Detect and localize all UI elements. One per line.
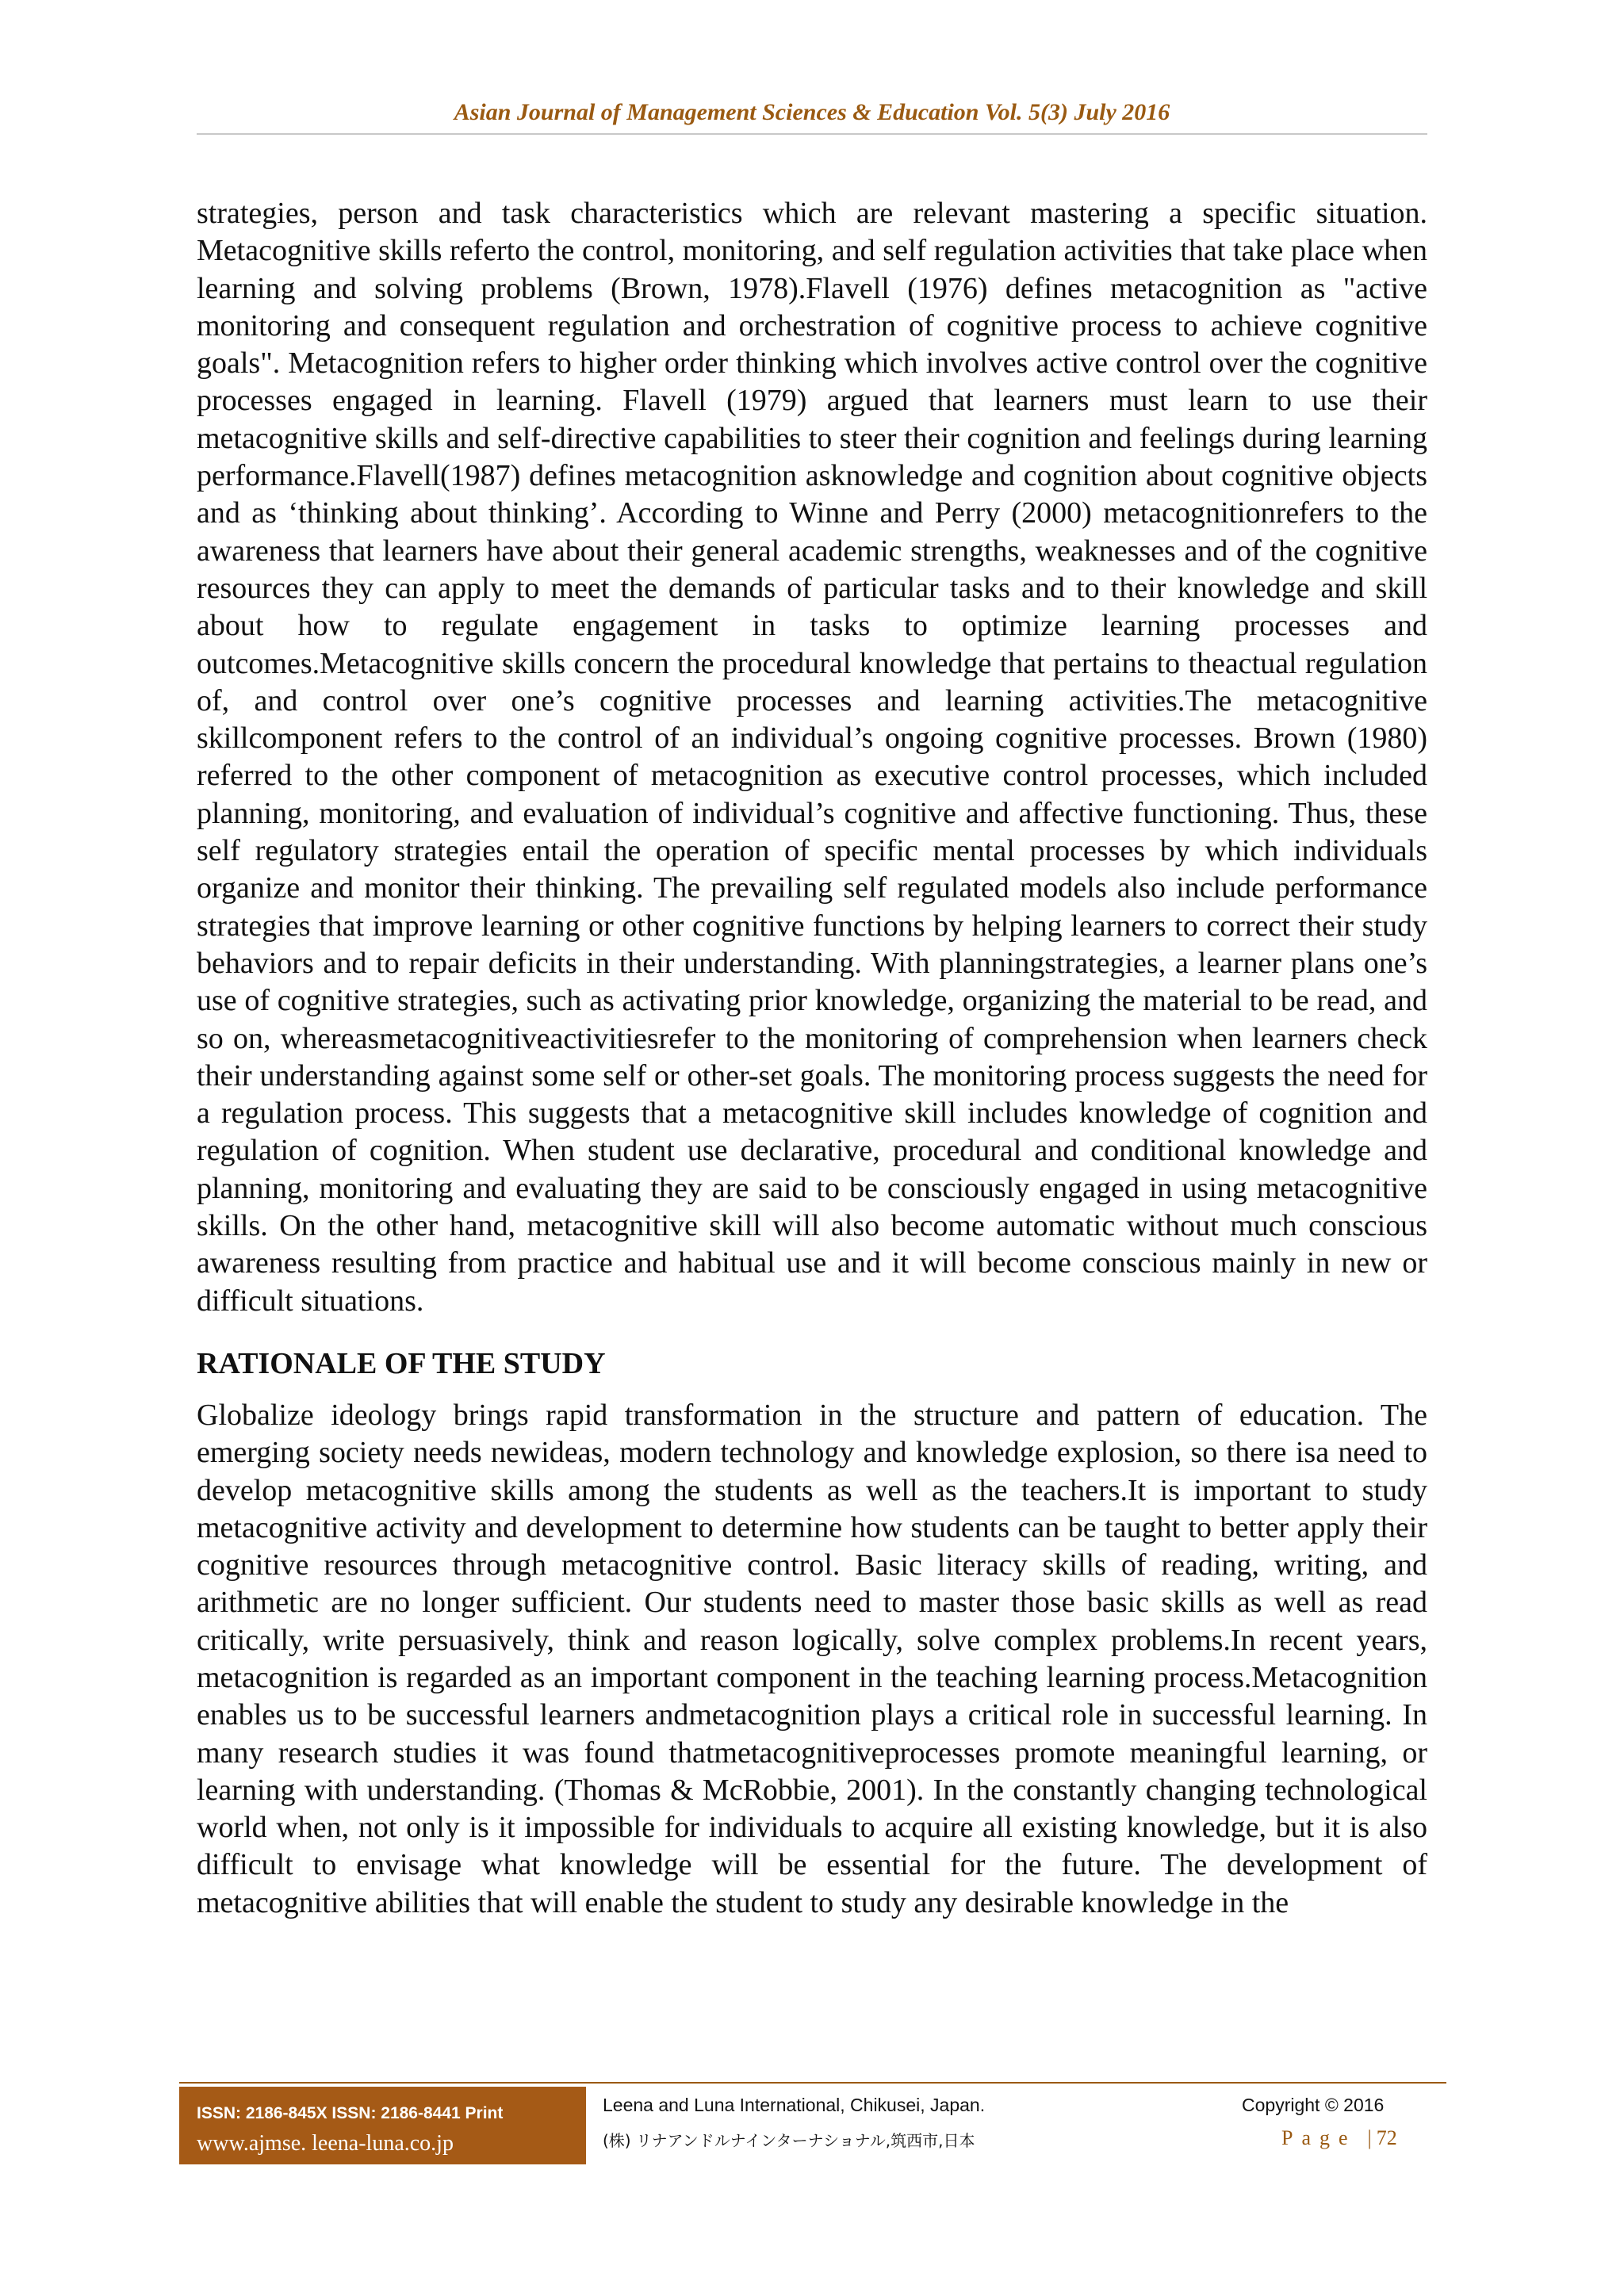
body-paragraph-2: Globalize ideology brings rapid transformation in the structure and pattern of education. The emerging society needs newideas, modern technology and knowledge explosion, so there isa need to develop metacognitive skills among the students as well as the teachers.It is important to study metacognitive activity and development to determine how students can be taught to better apply their cognitive resources through metacognitive control. Basic literacy skills of reading, writing, and arithmetic are no longer sufficient. Our students need to master those basic skills as well as read critically, write persuasively, think and reason logically, solve complex problems.In recent years, metacognition is regarded as an important component in the teaching learning process.Metacognition enables us to be successful learners andmetacognition plays a critical role in successful learning. In many research studies it was found thatmetacognitiveprocesses promote meaningful learning, or learning with understanding. (Thomas & McRobbie, 2001). In the constantly changing technological world when, not only is it impossible for individuals to acquire all existing knowledge, but it is also difficult to envisage what knowledge will be essential for the future. The development of metacognitive abilities that will enable the student to study any desirable knowledge in the: [197, 1398, 1427, 1919]
section-heading: RATIONALE OF THE STUDY: [197, 1346, 606, 1380]
footer-issn-block: [179, 2087, 586, 2164]
journal-header: Asian Journal of Management Sciences & Education Vol. 5(3) July 2016: [454, 99, 1170, 125]
website-text: www.ajmse. leena-luna.co.jp: [197, 2131, 454, 2156]
page-footer: [179, 2082, 1446, 2164]
publisher-japanese-text: (株) リナアンドルナインターナショナル,筑西市,日本: [603, 2131, 975, 2150]
article-body: [197, 195, 1427, 1922]
publisher-text: Leena and Luna International, Chikusei, Japan.: [603, 2095, 986, 2115]
page-number: 72: [1376, 2126, 1397, 2149]
body-paragraph-1: strategies, person and task characteristics which are relevant mastering a specific situation. Metacognitive skills referto the control, monitoring, and self regulation activities that take place when learning and solving problems (Brown, 1978).Flavell (1976) defines metacognition as "active monitoring and consequent regulation and orchestration of cognitive process to achieve cognitive goals". Metacognition refers to higher order thinking which involves active control over the cognitive processes engaged in learning. Flavell (1979) argued that learners must learn to use their metacognitive skills and self-directive capabilities to steer their cognition and feelings during learning performance.Flavell(1987) defines metacognition asknowledge and cognition about cognitive objects and as ‘thinking about thinking’. According to Winne and Perry (2000) metacognitionrefers to the awareness that learners have about their general academic strengths, weaknesses and of the cognitive resources they can apply to meet the demands of particular tasks and to their knowledge and skill about how to regulate engagement in tasks to optimize learning processes and outcomes.Metacognitive skills concern the procedural knowledge that pertains to theactual regulation of, and control over one’s cognitive processes and learning activities.The metacognitive skillcomponent refers to the control of an individual’s ongoing cognitive processes. Brown (1980) referred to the other component of metacognition as executive control processes, which included planning, monitoring, and evaluation of individual’s cognitive and affective functioning. Thus, these self regulatory strategies entail the operation of specific mental processes by which individuals organize and monitor their thinking. The prevailing self regulated models also include performance strategies that improve learning or other cognitive functions by helping learners to correct their study behaviors and to repair deficits in their understanding. With planningstrategies, a learner plans one’s use of cognitive strategies, such as activating prior knowledge, organizing the material to be read, and so on, whereasmetacognitiveactivitiesrefer to the monitoring of comprehension when learners check their understanding against some self or other-set goals. The monitoring process suggests the need for a regulation process. This suggests that a metacognitive skill includes knowledge of cognition and regulation of cognition. When student use declarative, procedural and conditional knowledge and planning, monitoring and evaluating they are said to be consciously engaged in using metacognitive skills. On the other hand, metacognitive skill will also become automatic without much conscious awareness resulting from practice and habitual use and it will become conscious mainly in new or difficult situations.: [197, 197, 1427, 1318]
issn-text: ISSN: 2186-845X ISSN: 2186-8441 Print: [197, 2104, 504, 2122]
footer-divider: [179, 2082, 1446, 2084]
page-separator: |: [1367, 2126, 1372, 2149]
header-divider: [197, 133, 1427, 135]
page-indicator: [1281, 2126, 1397, 2150]
page-label: Page: [1281, 2126, 1357, 2149]
copyright-text: Copyright © 2016: [1242, 2095, 1385, 2115]
